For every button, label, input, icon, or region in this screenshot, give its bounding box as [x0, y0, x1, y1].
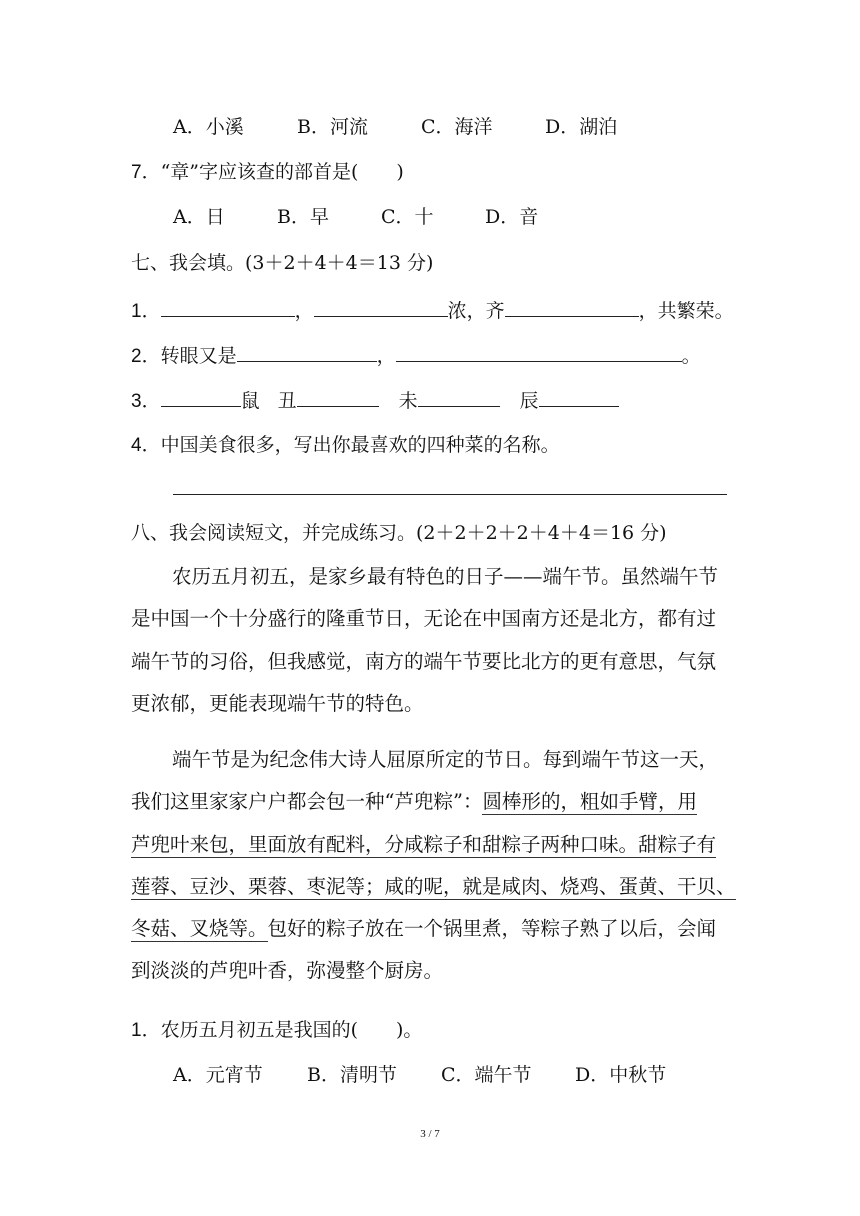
- option-c: C．十: [381, 206, 434, 228]
- fill-question-1: 1． ， 浓，齐 ，共繁荣。: [131, 300, 734, 322]
- option-a: A．元宵节: [173, 1064, 263, 1086]
- q7-options: [173, 208, 538, 227]
- section-7-title: 七、我会填。(3＋2＋4＋4＝13 分): [131, 252, 434, 274]
- question-7: [131, 163, 404, 182]
- question-text: “章”字应该查的部首是( ): [160, 161, 404, 183]
- option-d: D．音: [485, 206, 539, 228]
- q6-options: [173, 118, 617, 137]
- option-b: B．早: [277, 206, 329, 228]
- answer-blank[interactable]: [297, 390, 379, 407]
- option-c: C．端午节: [441, 1064, 532, 1086]
- option-d: D．中秋节: [575, 1064, 667, 1086]
- fill-question-2: 2．转眼又是 ， 。: [131, 345, 701, 367]
- underlined-text: 冬菇、叉烧等。: [131, 917, 268, 941]
- option-d: D．湖泊: [545, 116, 618, 138]
- question-number: 7．: [131, 162, 161, 183]
- answer-blank[interactable]: [161, 390, 241, 407]
- section-8-title: 八、我会阅读短文，并完成练习。(2＋2＋2＋2＋4＋4＝16 分): [131, 522, 667, 544]
- reading-q1-options: [173, 1066, 666, 1085]
- answer-line[interactable]: [173, 494, 727, 495]
- answer-blank[interactable]: [418, 390, 500, 407]
- option-c: C．海洋: [421, 116, 493, 138]
- answer-blank[interactable]: [396, 345, 682, 362]
- page-number: 3 / 7: [420, 1128, 440, 1140]
- fill-question-4: 4．中国美食很多，写出你最喜欢的四种菜的名称。: [131, 434, 560, 456]
- option-b: B．清明节: [307, 1064, 397, 1086]
- underlined-text: 芦兜叶来包，里面放有配料，分咸粽子和甜粽子两种口味。甜粽子有: [131, 832, 717, 856]
- reading-paragraph-2: 端午节是为纪念伟大诗人屈原所定的节日。每到端午节这一天， 我们这里家家户户都会包一种“芦兜粽”：圆棒形的，粗如手臂，用 芦兜叶来包，里面放有配料，分咸粽子和甜粽子两种口味。甜粽子有 莲蓉、豆沙、栗蓉、枣泥等；咸的呢，就是咸肉、烧鸡、蛋黄、干贝、 冬菇、叉烧等。包好的粽子放在一个锅里煮，等粽子熟了以后，会闻 到淡淡的芦兜叶香，弥漫整个厨房。: [131, 748, 736, 983]
- underlined-text: 圆棒形的，粗如手臂，用: [482, 790, 697, 814]
- answer-blank[interactable]: [539, 390, 619, 407]
- reading-paragraph-1: 农历五月初五，是家乡最有特色的日子——端午节。虽然端午节 是中国一个十分盛行的隆重节日，无论在中国南方还是北方，都有过 端午节的习俗，但我感觉，南方的端午节要比北方的更有意思，气氛 更浓郁，更能表现端午节的特色。: [131, 565, 719, 715]
- fill-question-3: 3． 鼠 丑 未 辰: [131, 390, 619, 411]
- answer-blank[interactable]: [237, 345, 377, 362]
- option-b: B．河流: [297, 116, 368, 138]
- answer-blank[interactable]: [314, 300, 448, 317]
- option-a: A．日: [173, 206, 225, 228]
- answer-blank[interactable]: [505, 300, 639, 317]
- option-a: A．小溪: [173, 116, 244, 138]
- answer-blank[interactable]: [161, 300, 295, 317]
- reading-question-1: 1．农历五月初五是我国的( )。: [131, 1019, 423, 1041]
- underlined-text: 莲蓉、豆沙、栗蓉、枣泥等；咸的呢，就是咸肉、烧鸡、蛋黄、干贝、: [131, 874, 736, 898]
